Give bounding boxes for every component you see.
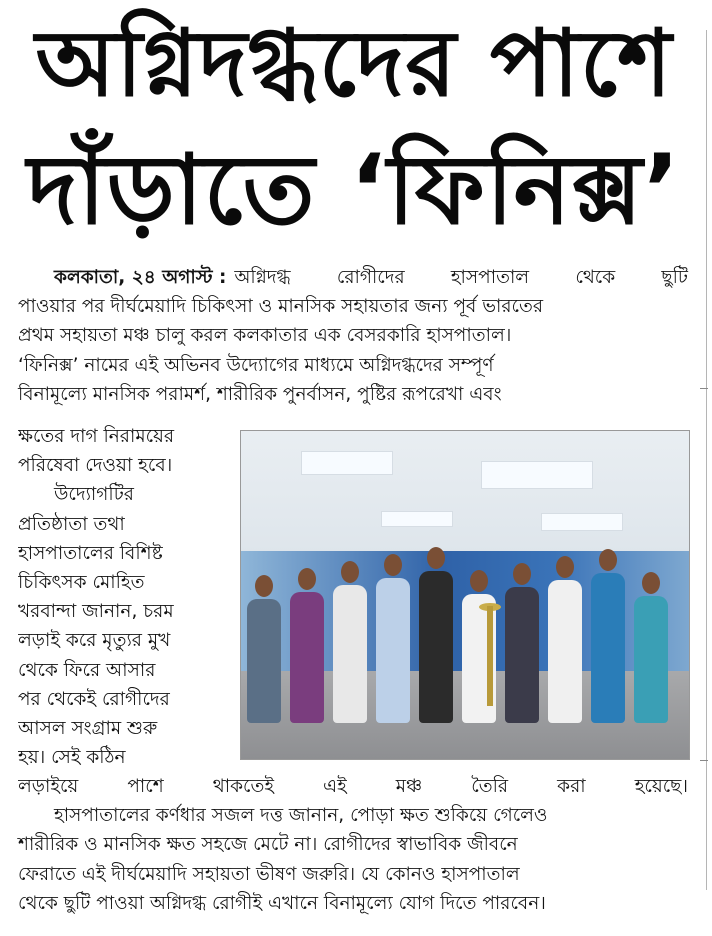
article-line — [18, 380, 688, 409]
person-figure — [290, 592, 324, 723]
article-line-text: হাসপাতালের কর্ণধার সজল দত্ত জানান, পোড়া ক্ষত শুকিয়ে গেলেও — [54, 805, 548, 827]
person-figure — [376, 578, 410, 723]
article-line-text: থেকে ছুটি পাওয়া অগ্নিদগ্ধ রোগীই এখানে বিনামূল্যে যোগ দিতে পারবেন। — [18, 892, 546, 914]
article-line-text: ক্ষতের দাগ নিরাময়ের — [18, 426, 175, 447]
article-line-text: ফেরাতে এই দীর্ঘমেয়াদি সহায়তা ভীষণ জরুরি। যে কোনও হাসপাতাল — [18, 863, 520, 885]
person-head — [341, 561, 359, 583]
person-figure — [247, 599, 281, 723]
rule-tick — [700, 760, 708, 761]
person-head — [427, 547, 445, 569]
article-line — [18, 801, 688, 830]
ceiling-light — [381, 511, 453, 527]
article-line-text: প্রথম সহায়তা মঞ্চ চালু করল কলকাতার এক বেসরকারি হাসপাতাল। — [18, 325, 512, 347]
article-line — [18, 351, 688, 380]
article-line-text: পর থেকেই রোগীদের — [18, 688, 170, 710]
article-paragraph-1 — [18, 263, 688, 409]
article-line-text: খরবান্দা জানান, চরম — [18, 601, 174, 623]
article-line — [18, 263, 688, 292]
person-figure — [548, 580, 582, 723]
person-figure — [634, 596, 668, 723]
headline-line-2: দাঁড়াতে ‘ফিনিক্স’ — [27, 134, 681, 246]
article-line-text: লড়াই করে মৃত্যুর মুখ — [18, 630, 171, 652]
ceremonial-lamp-stand — [487, 606, 493, 706]
ceiling-light — [481, 461, 593, 489]
article-side-column — [18, 422, 238, 772]
article-line-text: পরিষেবা দেওয়া হবে। — [18, 455, 173, 477]
person-figure — [333, 585, 367, 723]
article-line — [18, 292, 688, 321]
person-head — [513, 563, 531, 585]
article-line-text: পাওয়ার পর দীর্ঘমেয়াদি চিকিৎসা ও মানসিক সহায়তার জন্য পূর্ব ভারতের — [18, 296, 544, 318]
person-head — [642, 572, 660, 594]
article-line — [18, 830, 688, 859]
article-line-text: বিনামূল্যে মানসিক পরামর্শ, শারীরিক পুনর্বাসন, পুষ্টির রূপরেখা এবং — [18, 383, 502, 405]
dateline: কলকাতা, ২৪ অগাস্ট : — [54, 267, 227, 288]
person-head — [255, 575, 273, 597]
article-line-text: চিকিৎসক মোহিত — [18, 572, 145, 594]
article-line-text: থেকে ফিরে আসার — [18, 659, 156, 681]
person-figure — [505, 587, 539, 723]
person-head — [599, 549, 617, 571]
article-line-text: প্রতিষ্ঠাতা তথা — [18, 513, 125, 535]
rule-tick — [700, 388, 708, 389]
article-line-text: হয়। সেই কঠিন — [18, 747, 126, 769]
person-head — [384, 554, 402, 576]
headline-line-1: অগ্নিদগ্ধদের পাশে — [35, 10, 673, 117]
article-line — [18, 321, 688, 350]
article-line-text: শারীরিক ও মানসিক ক্ষত সহজে মেটে না। রোগীদের স্বাভাবিক জীবনে — [18, 834, 518, 856]
article-line-text: আসল সংগ্রাম শুরু — [18, 718, 158, 740]
person-figure — [591, 573, 625, 723]
article-line-text: অগ্নিদগ্ধ রোগীদের হাসপাতাল থেকে ছুটি — [234, 267, 688, 288]
ceiling-light — [541, 513, 623, 531]
article-paragraph-2 — [18, 772, 688, 918]
article-line — [18, 860, 688, 889]
article-line-text: ‘ফিনিক্স’ নামের এই অভিনব উদ্যোগের মাধ্যমে অগ্নিদগ্ধদের সম্পূর্ণ — [18, 354, 494, 376]
event-photo — [240, 430, 690, 760]
person-head — [556, 556, 574, 578]
column-rule — [706, 30, 707, 890]
ceiling-light — [301, 451, 393, 475]
article-line-text: লড়াইয়ে পাশে থাকতেই এই মঞ্চ তৈরি করা হয়েছে। — [18, 776, 688, 797]
article-line — [18, 889, 688, 918]
person-head — [298, 568, 316, 590]
article-line-text: উদ্যোগটির — [54, 484, 134, 506]
person-head — [470, 570, 488, 592]
article-line-text: হাসপাতালের বিশিষ্ট — [18, 542, 163, 564]
person-figure — [419, 571, 453, 723]
